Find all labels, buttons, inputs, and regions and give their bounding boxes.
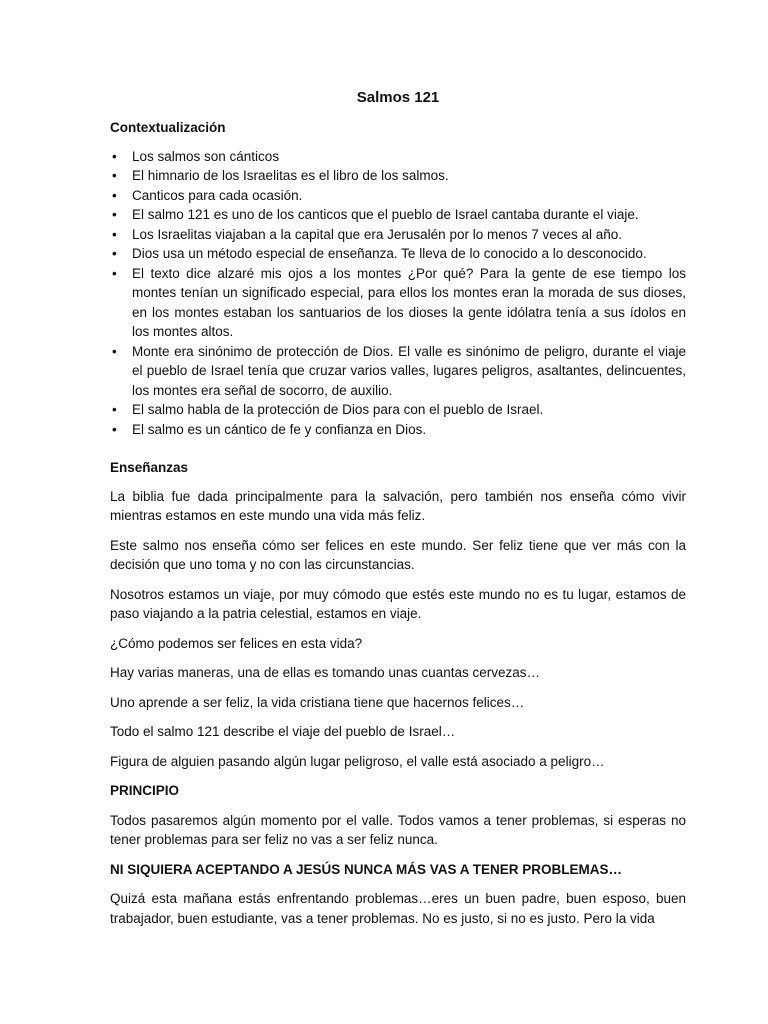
- list-item: [110, 147, 686, 167]
- context-bullet-list: [110, 147, 686, 440]
- list-item: [110, 420, 686, 440]
- bullet-icon: •: [112, 343, 117, 359]
- principle-paragraph: Todos pasaremos algún momento por el valle. Todos vamos a tener problemas, si esperas no tener problemas para ser feliz no vas a ser feliz nunca.: [110, 812, 686, 847]
- bullet-icon: •: [112, 168, 117, 183]
- emphasis-line: NI SIQUIERA ACEPTANDO A JESÚS NUNCA MÁS VAS A TENER PROBLEMAS…: [110, 861, 623, 877]
- list-item-text: Dios usa un método especial de enseñanza. Te lleva de lo conocido a lo desconocido.: [132, 246, 647, 261]
- list-item-text: El salmo 121 es uno de los canticos que el pueblo de Israel cantaba durante el viaje.: [132, 207, 639, 222]
- paragraph: Figura de alguien pasando algún lugar peligroso, el valle está asociado a peligro…: [110, 753, 605, 769]
- bullet-icon: •: [112, 187, 117, 203]
- list-item-text: El texto dice alzaré mis ojos a los montes ¿Por qué? Para la gente de ese tiempo los montes tenían un significado especial, para ellos los montes eran la morada de sus dioses, en los montes estaban los santuarios de los dioses la gente idólatra tenía a sus ídolos en los montes altos.: [132, 265, 686, 339]
- bullet-icon: •: [112, 265, 117, 281]
- page-title: Salmos 121: [356, 89, 440, 106]
- bullet-icon: •: [112, 402, 117, 417]
- paragraph: Este salmo nos enseña cómo ser felices en este mundo. Ser feliz tiene que ver más con la decisión que uno toma y no con las circunstancias.: [110, 537, 686, 572]
- paragraph: Nosotros estamos un viaje, por muy cómodo que estés este mundo no es tu lugar, estamos de paso viajando a la patria celestial, estamos en viaje.: [110, 586, 686, 621]
- list-item: [110, 205, 686, 225]
- paragraph: Hay varias maneras, una de ellas es tomando unas cuantas cervezas…: [110, 665, 540, 680]
- paragraph: La biblia fue dada principalmente para la salvación, pero también nos enseña cómo vivir mientras estamos en este mundo una vida más feliz.: [110, 488, 686, 523]
- context-heading: Contextualización: [110, 120, 226, 135]
- list-item-text: El salmo habla de la protección de Dios para con el pueblo de Israel.: [132, 402, 544, 417]
- list-item: [110, 186, 686, 206]
- list-item: [110, 400, 686, 420]
- bullet-icon: •: [112, 226, 117, 242]
- principle-heading: PRINCIPIO: [110, 783, 180, 798]
- document-body: [110, 88, 686, 938]
- paragraph: ¿Cómo podemos ser felices en esta vida?: [110, 635, 363, 651]
- list-item: [110, 244, 686, 264]
- bullet-icon: •: [112, 421, 117, 437]
- final-paragraph: Quizá esta mañana estás enfrentando problemas…eres un buen padre, buen esposo, buen trabajador, buen estudiante, vas a tener problemas. No es justo, si no es justo. Pero la vida: [110, 891, 686, 926]
- list-item-text: Los salmos son cánticos: [132, 148, 280, 164]
- bullet-icon: •: [112, 207, 117, 222]
- paragraph: Uno aprende a ser feliz, la vida cristiana tiene que hacernos felices…: [110, 694, 525, 710]
- list-item: [110, 166, 686, 186]
- list-item-text: El himnario de los Israelitas es el libro de los salmos.: [132, 168, 449, 183]
- list-item: [110, 342, 686, 401]
- list-item-text: El salmo es un cántico de fe y confianza en Dios.: [132, 421, 427, 437]
- list-item: [110, 264, 686, 342]
- teachings-heading: Enseñanzas: [110, 460, 189, 475]
- paragraph: Todo el salmo 121 describe el viaje del pueblo de Israel…: [110, 724, 456, 739]
- bullet-icon: •: [112, 246, 117, 261]
- list-item-text: Monte era sinónimo de protección de Dios. El valle es sinónimo de peligro, durante el viaje el pueblo de Israel tenía que cruzar varios valles, lugares peligros, asaltantes, delincuentes, los montes era señal de socorro, de auxilio.: [132, 343, 686, 398]
- list-item-text: Los Israelitas viajaban a la capital que era Jerusalén por lo menos 7 veces al año.: [132, 226, 623, 242]
- list-item: [110, 225, 686, 245]
- list-item-text: Canticos para cada ocasión.: [132, 187, 303, 203]
- bullet-icon: •: [112, 148, 117, 164]
